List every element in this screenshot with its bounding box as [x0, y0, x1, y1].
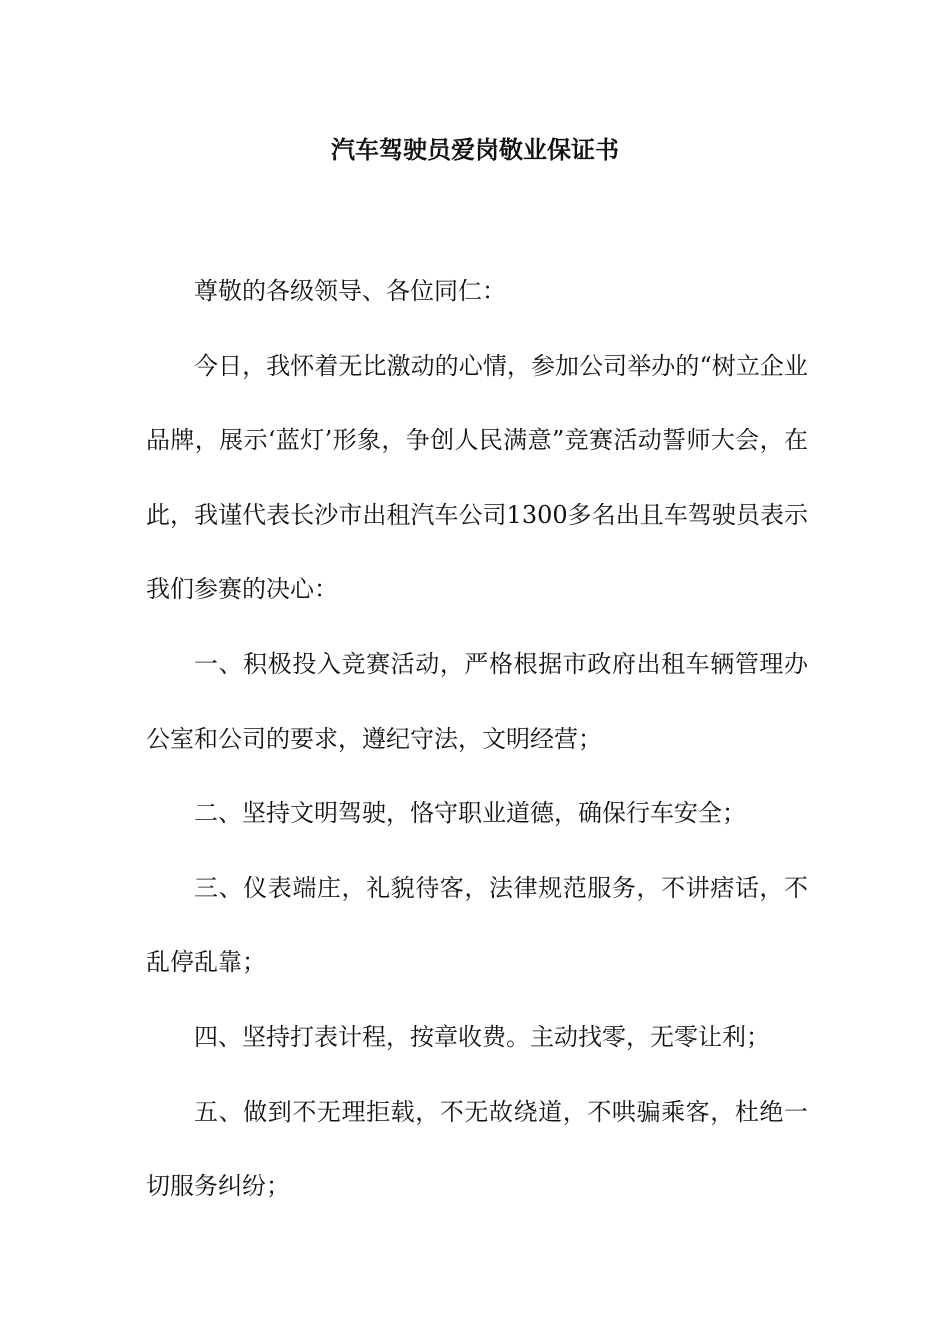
- document-body: [146, 254, 808, 1224]
- salutation: 尊敬的各级领导、各位同仁：: [194, 277, 506, 305]
- pledge-item-1: 一、积极投入竞赛活动，严格根据市政府出租车辆管理办公室和公司的要求，遵纪守法，文明经营；: [146, 649, 808, 753]
- opening-paragraph: 今日，我怀着无比激动的心情，参加公司举办的“树立企业品牌，展示‘蓝灯’形象，争创人民满意”竞赛活动誓师大会，在此，我谨代表长沙市出租汽车公司1300多名出且车驾驶员表示我们参赛的决心：: [146, 351, 808, 604]
- document-title: 汽车驾驶员爱岗敬业保证书: [331, 135, 619, 164]
- pledge-item-4: 四、坚持打表计程，按章收费。主动找零，无零让利；: [194, 1022, 770, 1051]
- pledge-item-3: 三、仪表端庄，礼貌待客，法律规范服务，不讲痞话，不乱停乱靠；: [146, 873, 808, 977]
- pledge-item-2: 二、坚持文明驾驶，恪守职业道德，确保行车安全；: [194, 799, 746, 828]
- pledge-item-5: 五、做到不无理拒载，不无故绕道，不哄骗乘客，杜绝一切服务纠纷；: [146, 1097, 808, 1201]
